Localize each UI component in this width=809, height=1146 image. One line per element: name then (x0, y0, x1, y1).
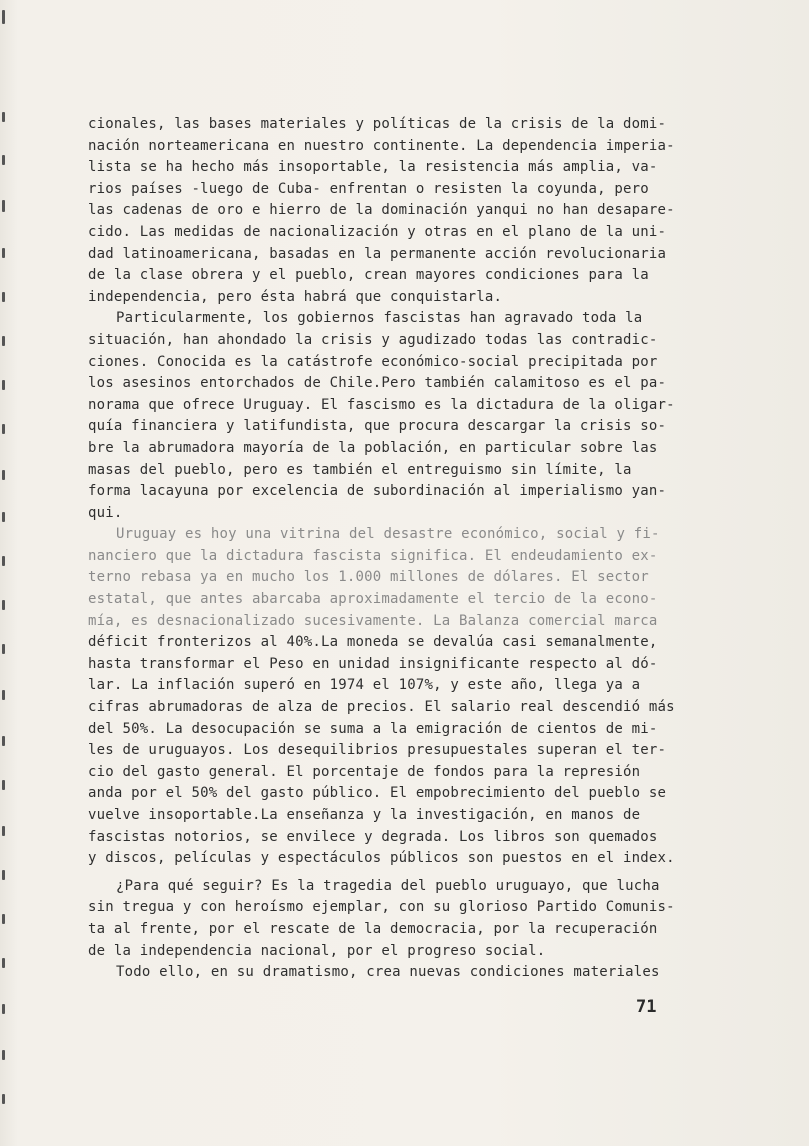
text-line: mía, es desnacionalizado sucesivamente. La Balanza comercial marca (88, 612, 658, 629)
text-line: lar. La inflación superó en 1974 el 107%, y este año, llega ya a (88, 677, 641, 694)
text-line: masas del pueblo, pero es también el entreguismo sin límite, la (88, 461, 632, 478)
text-line: fascistas notorios, se envilece y degrada. Los libros son quemados (88, 828, 658, 845)
text-line: hasta transformar el Peso en unidad insignificante respecto al dó- (88, 655, 658, 672)
text-line: cido. Las medidas de nacionalización y otras en el plano de la uni- (88, 223, 667, 240)
page-number: 71 (636, 997, 657, 1017)
text-line: dad latinoamericana, basadas en la permanente acción revolucionaria (88, 245, 667, 262)
text-line: les de uruguayos. Los desequilibrios presupuestales superan el ter- (88, 742, 667, 759)
body-text (88, 114, 700, 984)
text-line: norama que ofrece Uruguay. El fascismo es la dictadura de la oligar- (88, 396, 675, 413)
text-line: nación norteamericana en nuestro continente. La dependencia imperia- (88, 137, 675, 154)
text-line: déficit fronterizos al 40%.La moneda se devalúa casi semanalmente, (88, 634, 658, 651)
text-line: del 50%. La desocupación se suma a la emigración de cientos de mi- (88, 720, 658, 737)
text-line: nanciero que la dictadura fascista significa. El endeudamiento ex- (88, 547, 658, 564)
text-line: sin tregua y con heroísmo ejemplar, con su glorioso Partido Comunis- (88, 899, 675, 916)
text-line: ciones. Conocida es la catástrofe económico-social precipitada por (88, 353, 658, 370)
text-line: vuelve insoportable.La enseñanza y la investigación, en manos de (88, 807, 641, 823)
text-line: qui. (88, 504, 123, 521)
text-line: y discos, películas y espectáculos públicos son puestos en el index. (88, 850, 675, 867)
text-line: anda por el 50% del gasto público. El empobrecimiento del pueblo se (88, 785, 667, 802)
text-line: ¿Para qué seguir? Es la tragedia del pueblo uruguayo, que lucha (116, 877, 660, 894)
text-line: forma lacayuna por excelencia de subordinación al imperialismo yan- (88, 483, 667, 500)
text-line: Particularmente, los gobiernos fascistas han agravado toda la (116, 310, 643, 327)
text-line: ta al frente, por el rescate de la democracia, por la recuperación (88, 920, 658, 937)
text-line: Uruguay es hoy una vitrina del desastre económico, social y fi- (116, 526, 660, 543)
text-line: cio del gasto general. El porcentaje de fondos para la represión (88, 763, 641, 780)
text-line: Todo ello, en su dramatismo, crea nuevas condiciones materiales (116, 964, 660, 981)
binding-edge-marks (2, 0, 10, 1146)
text-line: bre la abrumadora mayoría de la población, en particular sobre las (88, 439, 658, 456)
text-line: de la independencia nacional, por el progreso social. (88, 942, 546, 959)
text-line: independencia, pero ésta habrá que conquistarla. (88, 288, 503, 305)
text-line: cifras abrumadoras de alza de precios. El salario real descendió más (88, 699, 675, 716)
text-line: estatal, que antes abarcaba aproximadamente el tercio de la econo- (88, 591, 658, 608)
text-line: de la clase obrera y el pueblo, crean mayores condiciones para la (88, 267, 649, 284)
text-line: terno rebasa ya en mucho los 1.000 millones de dólares. El sector (88, 569, 649, 586)
text-line: quía financiera y latifundista, que procura descargar la crisis so- (88, 418, 667, 435)
text-line: cionales, las bases materiales y políticas de la crisis de la domi- (88, 116, 667, 132)
text-line: las cadenas de oro e hierro de la dominación yanqui no han desapare- (88, 202, 675, 219)
text-line: los asesinos entorchados de Chile.Pero también calamitoso es el pa- (88, 375, 667, 392)
text-line: situación, han ahondado la crisis y agudizado todas las contradic- (88, 331, 658, 348)
text-line: rios países -luego de Cuba- enfrentan o resisten la coyunda, pero (88, 180, 649, 197)
text-line: lista se ha hecho más insoportable, la resistencia más amplia, va- (88, 159, 658, 176)
